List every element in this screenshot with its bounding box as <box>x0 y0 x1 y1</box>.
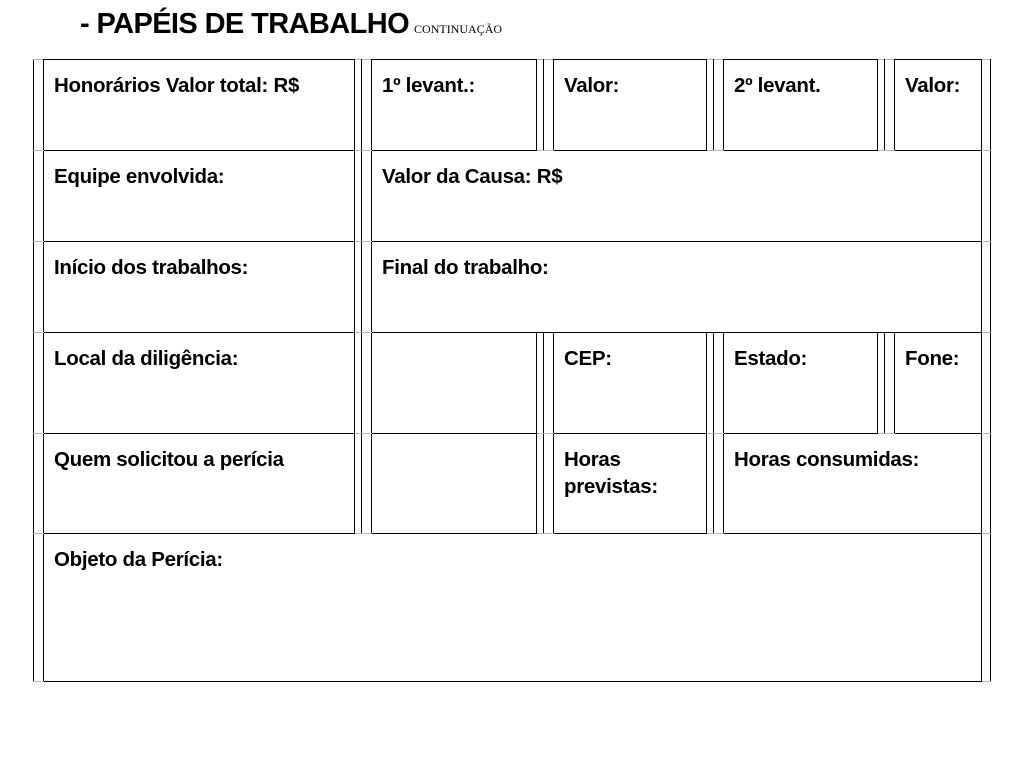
left-margin-cell <box>34 60 44 151</box>
second-withdrawal-field: 2º levant. <box>724 60 878 151</box>
column-gutter <box>544 333 554 433</box>
column-gutter <box>885 60 895 151</box>
column-gutter <box>362 151 372 242</box>
phone-field: Fone: <box>895 333 982 433</box>
right-margin-cell <box>982 333 991 433</box>
case-value-field: Valor da Causa: R$ <box>372 151 982 242</box>
column-gutter <box>544 60 554 151</box>
left-margin-cell <box>34 533 44 681</box>
right-margin-cell <box>982 60 991 151</box>
zip-code-field: CEP: <box>554 333 707 433</box>
left-margin-cell <box>34 242 44 333</box>
title-main: - PAPÉIS DE TRABALHO <box>80 8 410 40</box>
location-value-cell <box>372 333 537 433</box>
right-margin-cell <box>982 151 991 242</box>
form-row-object <box>34 533 991 681</box>
column-gutter <box>362 60 372 151</box>
left-margin-cell <box>34 333 44 433</box>
right-margin-cell <box>982 433 991 533</box>
form-row-fees <box>34 60 991 151</box>
column-gutter <box>707 60 714 151</box>
fees-total-field: Honorários Valor total: R$ <box>44 60 355 151</box>
column-gutter <box>537 433 544 533</box>
column-gutter <box>355 242 362 333</box>
planned-hours-field: Horas previstas: <box>554 433 707 533</box>
right-margin-cell <box>982 533 991 681</box>
requester-value-cell <box>372 433 537 533</box>
form-row-dates <box>34 242 991 333</box>
column-gutter <box>707 333 714 433</box>
column-gutter <box>355 60 362 151</box>
right-margin-cell <box>982 242 991 333</box>
expertise-object-field: Objeto da Perícia: <box>44 533 982 681</box>
page-title <box>80 6 502 39</box>
left-margin-cell <box>34 433 44 533</box>
first-value-field: Valor: <box>554 60 707 151</box>
state-field: Estado: <box>724 333 878 433</box>
left-margin-cell <box>34 151 44 242</box>
column-gutter <box>537 333 544 433</box>
column-gutter <box>885 333 895 433</box>
requester-field: Quem solicitou a perícia <box>44 433 355 533</box>
column-gutter <box>537 60 544 151</box>
column-gutter <box>362 433 372 533</box>
form-row-location <box>34 333 991 433</box>
form-row-hours <box>34 433 991 533</box>
first-withdrawal-field: 1º levant.: <box>372 60 537 151</box>
column-gutter <box>714 433 724 533</box>
column-gutter <box>544 433 554 533</box>
column-gutter <box>878 333 885 433</box>
consumed-hours-field: Horas consumidas: <box>724 433 982 533</box>
column-gutter <box>362 242 372 333</box>
column-gutter <box>878 60 885 151</box>
team-involved-field: Equipe envolvida: <box>44 151 355 242</box>
work-end-field: Final do trabalho: <box>372 242 982 333</box>
second-value-field: Valor: <box>895 60 982 151</box>
title-subtitle: CONTINUAÇÃO <box>414 22 503 36</box>
column-gutter <box>714 333 724 433</box>
column-gutter <box>355 333 362 433</box>
work-start-field: Início dos trabalhos: <box>44 242 355 333</box>
column-gutter <box>355 433 362 533</box>
column-gutter <box>355 151 362 242</box>
column-gutter <box>362 333 372 433</box>
column-gutter <box>707 433 714 533</box>
column-gutter <box>714 60 724 151</box>
diligence-location-field: Local da diligência: <box>44 333 355 433</box>
form-row-team <box>34 151 991 242</box>
work-paper-form <box>33 59 991 682</box>
